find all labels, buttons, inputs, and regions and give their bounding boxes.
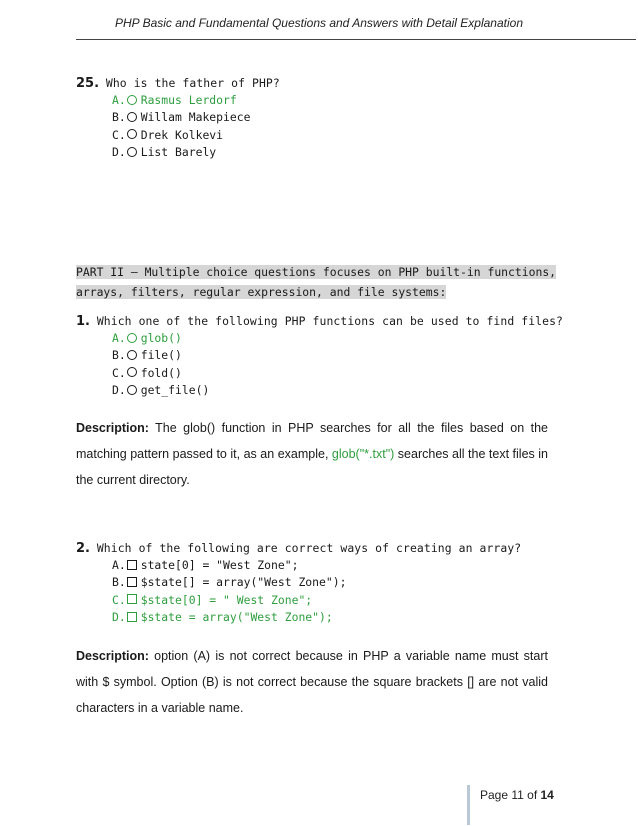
option-text: Willam Makepiece [140, 110, 251, 125]
page-total: 14 [540, 788, 554, 802]
question-text: Which of the following are correct ways of creating an array? [96, 541, 522, 555]
option-d[interactable]: D. List Barely [112, 145, 217, 160]
question-2-description [76, 643, 548, 721]
option-c[interactable]: C. Drek Kolkevi [112, 127, 224, 142]
radio-icon[interactable] [127, 95, 137, 105]
option-text: get_file() [140, 383, 210, 398]
option-d[interactable]: D. get_file() [112, 383, 210, 398]
option-c[interactable]: C. $state[0] = " West Zone"; [112, 592, 313, 607]
option-text: Drek Kolkevi [140, 127, 224, 142]
description-code: glob("*.txt") [331, 447, 395, 461]
checkbox-icon[interactable] [127, 612, 137, 622]
footer-divider [467, 785, 470, 825]
question-number: 1. [76, 314, 90, 329]
description-text: option (A) is not correct because in PHP a variable name must start with $ symbol. Option (B) is not correct because the square brackets [] are not valid characters in a variable name. [76, 649, 548, 715]
option-text: $state[] = array("West Zone"); [140, 575, 347, 590]
option-text: fold() [140, 365, 182, 380]
question-1 [76, 314, 563, 329]
option-text: $state = array("West Zone"); [140, 610, 333, 625]
header-rule [76, 39, 636, 40]
question-number: 25. [76, 76, 100, 91]
checkbox-icon[interactable] [127, 577, 137, 587]
question-number: 2. [76, 541, 90, 556]
part-ii-heading [76, 262, 560, 302]
page-number [480, 788, 554, 802]
question-2-options [112, 557, 346, 627]
checkbox-icon[interactable] [127, 594, 137, 604]
question-25 [76, 76, 280, 91]
question-text: Who is the father of PHP? [105, 76, 280, 90]
question-1-options [112, 330, 209, 400]
option-a[interactable]: A. Rasmus Lerdorf [112, 93, 237, 107]
running-header: PHP Basic and Fundamental Questions and Answers with Detail Explanation [115, 16, 523, 30]
option-text: state[0] = "West Zone"; [140, 558, 299, 572]
option-c[interactable]: C. fold() [112, 365, 182, 380]
description-text-after: searches all the text files in the current directory. [76, 447, 549, 487]
question-25-options [112, 92, 250, 162]
option-text: glob() [140, 331, 182, 345]
radio-icon[interactable] [127, 350, 137, 360]
checkbox-icon[interactable] [127, 560, 137, 570]
option-text: List Barely [140, 145, 217, 160]
radio-icon[interactable] [127, 147, 137, 157]
option-text: file() [140, 348, 182, 363]
option-b[interactable]: B. Willam Makepiece [112, 110, 251, 125]
description-text-before: The glob() function in PHP searches for all the files based on the matching pattern passed to it, as an example, [76, 421, 548, 461]
option-a[interactable]: A. glob() [112, 331, 182, 345]
part-ii-line-2: arrays, filters, regular expression, and file systems: [76, 285, 447, 299]
radio-icon[interactable] [127, 112, 137, 122]
description-label: Description: [76, 421, 149, 435]
radio-icon[interactable] [127, 129, 137, 139]
page-prefix: Page 11 of [480, 788, 541, 802]
question-2 [76, 541, 521, 556]
option-d[interactable]: D. $state = array("West Zone"); [112, 610, 333, 625]
radio-icon[interactable] [127, 367, 137, 377]
part-ii-line-1: PART II – Multiple choice questions focuses on PHP built-in functions, [76, 265, 557, 279]
option-text: $state[0] = " West Zone"; [140, 592, 313, 607]
option-a[interactable]: A. state[0] = "West Zone"; [112, 558, 299, 572]
option-text: Rasmus Lerdorf [140, 93, 237, 107]
question-1-description [76, 415, 548, 493]
description-label: Description: [76, 649, 149, 663]
question-text: Which one of the following PHP functions can be used to find files? [96, 314, 564, 328]
radio-icon[interactable] [127, 333, 137, 343]
option-b[interactable]: B. $state[] = array("West Zone"); [112, 575, 347, 590]
radio-icon[interactable] [127, 385, 137, 395]
option-b[interactable]: B. file() [112, 348, 182, 363]
